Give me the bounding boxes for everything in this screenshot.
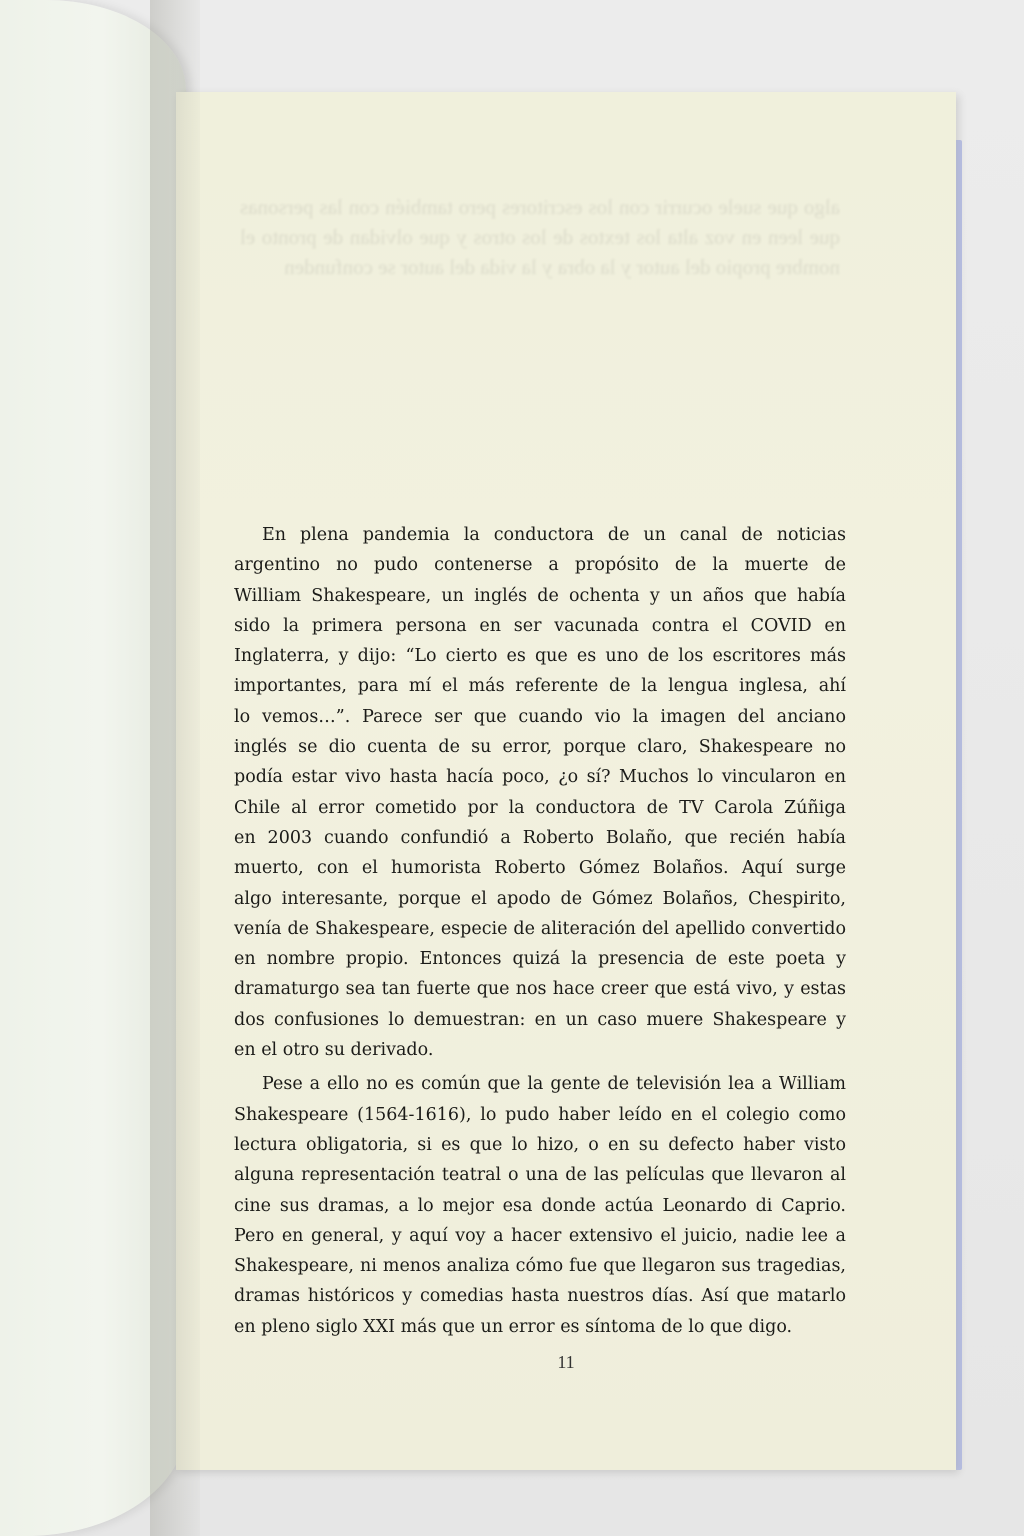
text-line: argentino no pudo contenerse a propósito de la muerte de [234, 555, 846, 576]
text-line: lo vemos…”. Parece ser que cuando vio la imagen del anciano [234, 706, 846, 727]
book-page [176, 92, 956, 1470]
text-line: sido la primera persona en ser vacunada contra el COVID en [234, 615, 846, 636]
text-line: venía de Shakespeare, especie de aliteración del apellido convertido [234, 918, 846, 939]
text-line: algo interesante, porque el apodo de Gómez Bolaños, Chespirito, [234, 888, 846, 909]
gutter-shadow [150, 0, 200, 1536]
body-text [234, 520, 846, 1342]
text-line: importantes, para mí el más referente de la lengua inglesa, ahí [234, 676, 846, 697]
text-line: dramas históricos y comedias hasta nuestros días. Así que matarlo [234, 1286, 846, 1307]
text-line: Shakespeare (1564-1616), lo pudo haber leído en el colegio como [234, 1104, 846, 1125]
bleed-through-text: algo que suele ocurrir con los escritores pero también con las personas que leen en voz alta los textos de los otros y que olvidan de pronto el nombre propio del autor y la obra y la vida del autor se confunden [240, 195, 840, 279]
text-line: Pese a ello no es común que la gente de televisión lea a William [262, 1074, 846, 1095]
text-line: William Shakespeare, un inglés de ochenta y un años que había [234, 585, 846, 606]
text-line: en pleno siglo XXI más que un error es síntoma de lo que digo. [234, 1316, 793, 1337]
text-line: alguna representación teatral o una de las películas que llevaron al [234, 1165, 846, 1186]
text-line: lectura obligatoria, si es que lo hizo, o en su defecto haber visto [234, 1134, 846, 1155]
text-line: en 2003 cuando confundió a Roberto Bolaño, que recién había [234, 827, 846, 848]
text-line: podía estar vivo hasta hacía poco, ¿o sí? Muchos lo vincularon en [234, 767, 846, 788]
text-line: En plena pandemia la conductora de un canal de noticias [262, 525, 846, 545]
text-line: en nombre propio. Entonces quizá la presencia de este poeta y [234, 949, 846, 970]
text-line: dos confusiones lo demuestran: en un caso muere Shakespeare y [234, 1009, 846, 1030]
text-line: dramaturgo sea tan fuerte que nos hace creer que está vivo, y estas [234, 979, 846, 1000]
text-line: inglés se dio cuenta de su error, porque claro, Shakespeare no [234, 737, 846, 758]
text-line: Shakespeare, ni menos analiza cómo fue que llegaron sus tragedias, [234, 1256, 846, 1277]
text-line: Pero en general, y aquí voy a hacer extensivo el juicio, nadie lee a [234, 1225, 846, 1246]
paragraph-1 [234, 520, 846, 1065]
text-line: Inglaterra, y dijo: “Lo cierto es que es uno de los escritores más [234, 646, 846, 667]
text-line: cine sus dramas, a lo mejor esa donde actúa Leonardo di Caprio. [234, 1195, 846, 1216]
text-line: en el otro su derivado. [234, 1040, 434, 1061]
text-line: Chile al error cometido por la conductora de TV Carola Zúñiga [234, 797, 846, 818]
paragraph-2 [234, 1069, 846, 1342]
page-number: 11 [557, 1352, 575, 1372]
text-line: muerto, con el humorista Roberto Gómez Bolaños. Aquí surge [234, 858, 846, 879]
